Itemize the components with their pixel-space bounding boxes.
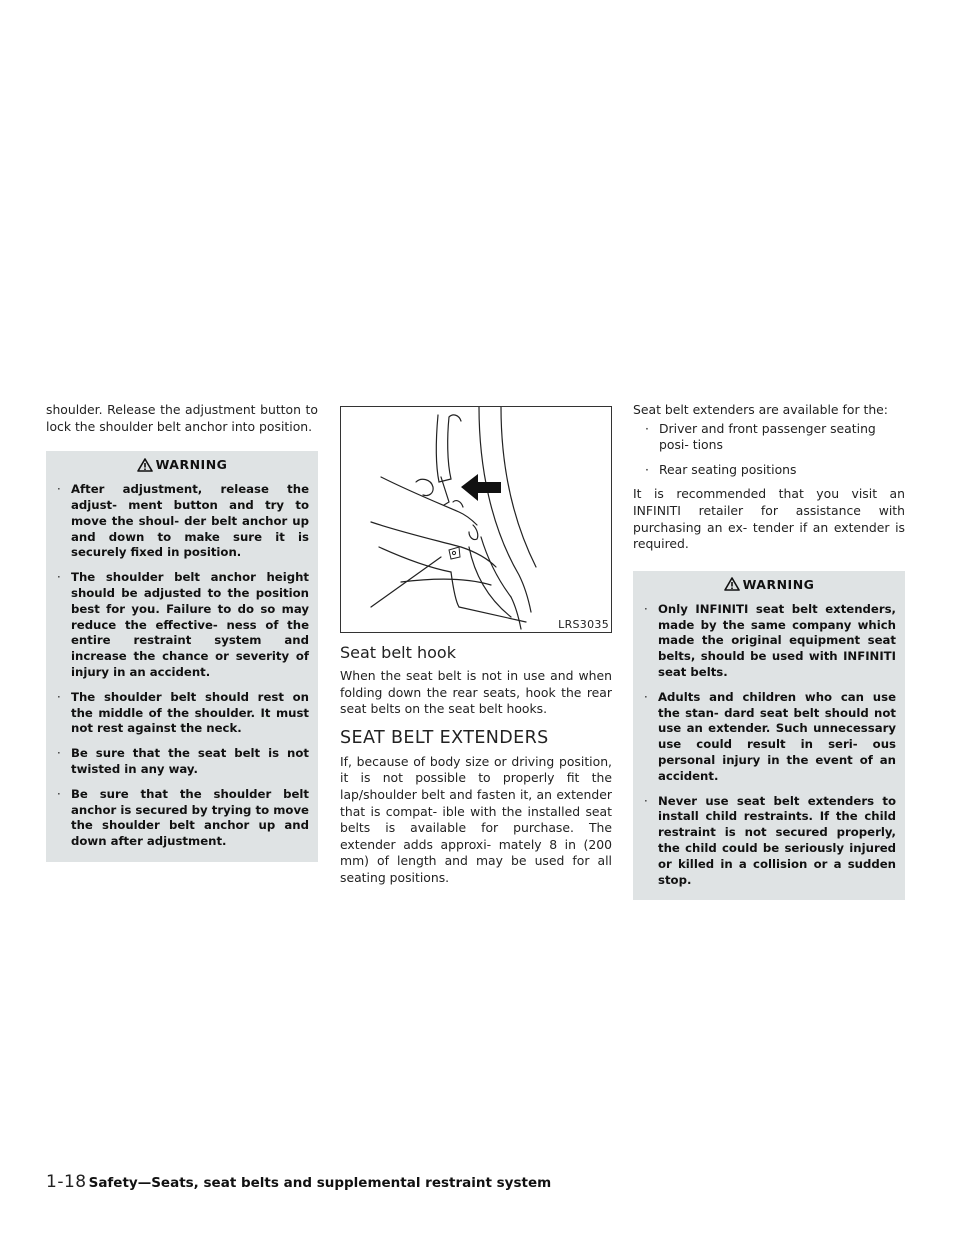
warning-title: WARNING	[742, 576, 815, 592]
warning-item: · Never use seat belt extenders to install child restraints. If the child restraint is not secured properly, the child could be seriously injured or killed in a collision or a sudden stop.	[644, 793, 896, 887]
warning-item: · After adjustment, release the adjust- ment button and try to move the shoul- der belt anchor up and down to make sure it is securely fixed in position.	[57, 482, 309, 560]
list-item: · Rear seating positions	[645, 461, 797, 477]
page-footer	[46, 1172, 551, 1192]
arrow-icon	[461, 474, 501, 501]
intro-paragraph: shoulder. Release the adjustment button to lock the shoulder belt anchor into position.	[46, 402, 318, 434]
warning-box	[633, 571, 905, 901]
seating-list	[633, 421, 905, 479]
warning-item: · Only INFINITI seat belt extenders, made by the same company which made the original equipment seat belts, should be used with INFINITI seat belts.	[644, 601, 896, 679]
seat-belt-hook-heading: Seat belt hook	[340, 643, 456, 662]
warning-icon	[137, 458, 153, 472]
warning-list	[55, 482, 309, 850]
warning-item: · The shoulder belt anchor height should be adjusted to the position best for you. Failure to do so may reduce the effective- ness of the entire restraint system and increase the chance or severity of injury in an accident.	[57, 570, 309, 679]
warning-item: · Be sure that the seat belt is not twisted in any way.	[57, 746, 309, 776]
column-middle	[340, 402, 612, 895]
warning-item: · Be sure that the shoulder belt anchor is secured by trying to move the shoulder belt anchor up and down after adjustment.	[57, 786, 309, 849]
column-right	[633, 402, 905, 900]
warning-title: WARNING	[155, 457, 228, 473]
figure-label: LRS3035	[558, 618, 609, 631]
warning-item: · The shoulder belt should rest on the middle of the shoulder. It must not rest against the neck.	[57, 689, 309, 736]
warning-icon	[724, 577, 740, 591]
warning-item: · Adults and children who can use the stan- dard seat belt should not use an extender. Such unnecessary use could result in seri- ous personal injury in the event of an accident.	[644, 689, 896, 783]
warning-list	[642, 602, 896, 889]
seat-belt-extenders-heading: SEAT BELT EXTENDERS	[340, 727, 549, 748]
warning-header	[642, 577, 896, 592]
list-item: · Driver and front passenger seating posi- tions	[645, 420, 876, 453]
warning-header	[55, 457, 309, 472]
seat-belt-extenders-paragraph: If, because of body size or driving position, it is not possible to properly fit the lap/shoulder belt and fasten it, an extender that is compat- ible with the installed seat belts is available for purchase. The extender adds approxi- mately 8 in (200 mm) of length and may be used for all seating positions.	[340, 753, 612, 885]
column-left	[46, 402, 318, 862]
seat-belt-hook-illustration	[341, 407, 611, 632]
extenders-intro: Seat belt extenders are available for the:	[633, 402, 888, 417]
seat-belt-hook-paragraph: When the seat belt is not in use and when folding down the rear seats, hook the rear seat belts on the seat belt hooks.	[340, 668, 612, 717]
page-number: 1-18	[46, 1172, 87, 1192]
recommend-paragraph: It is recommended that you visit an INFINITI retailer for assistance with purchasing an ex- tender if an extender is required.	[633, 486, 905, 552]
warning-box	[46, 451, 318, 862]
chapter-title: Safety—Seats, seat belts and supplemental restraint system	[88, 1175, 552, 1191]
seat-belt-hook-figure	[340, 406, 612, 633]
